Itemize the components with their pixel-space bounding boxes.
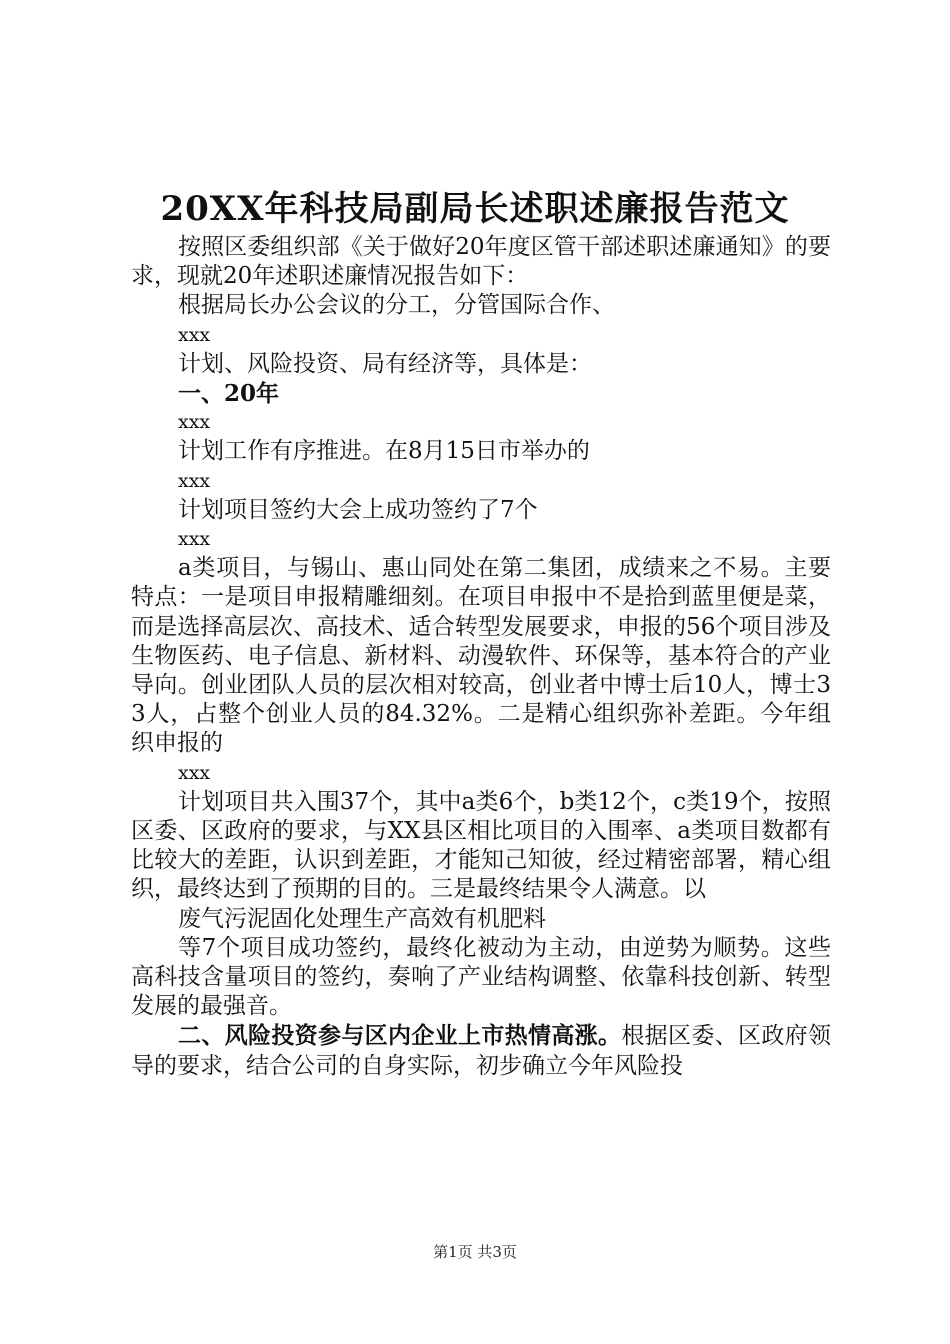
paragraph-section-two — [131, 1021, 831, 1080]
paragraph-intro: 按照区委组织部《关于做好20年度区管干部述职述廉通知》的要求，现就20年述职述廉情况报告如下： — [131, 234, 831, 290]
paragraph-project-name: 废气污泥固化处理生产高效有机肥料 — [178, 905, 546, 932]
paragraph-scope: 计划、风险投资、局有经济等，具体是： — [178, 350, 592, 377]
section-two-text: 根据区委、区政府领导的要求，结合公司的自身实际，初步确立今年风险投 — [131, 1023, 832, 1079]
document-title: 20XX年科技局副局长述职述廉报告范文 — [160, 189, 790, 229]
paragraph-a-projects: a类项目，与锡山、惠山同处在第二集团，成绩来之不易。主要特点：一是项目申报精雕细刻。在项目申报中不是拾到蓝里便是菜，而是选择高层次、高技术、适合转型发展要求，申报的56个项目涉及生物医药、电子信息、新材料、动漫软件、环保等，基本符合的产业导向。创业团队人员的层次相对较高，创业者中博士后10人，博士33人，占整个创业人员的84.32%。二是精心组织弥补差距。今年组织申报的 — [131, 555, 831, 757]
section-heading-one: 一、20年 — [178, 380, 280, 408]
paragraph-shortlisted: 计划项目共入围37个，其中a类6个，b类12个，c类19个，按照区委、区政府的要求，与XX县区相比项目的入围率、a类项目数都有比较大的差距，认识到差距，才能知己知彼，经过精密部署，精心组织，最终达到了预期的目的。三是最终结果令人满意。以 — [131, 788, 831, 903]
placeholder-xxx: xxx — [178, 411, 211, 434]
section-heading-two: 二、风险投资参与区内企业上市热情高涨。 — [178, 1022, 622, 1050]
placeholder-xxx: xxx — [178, 761, 211, 784]
placeholder-xxx: xxx — [178, 323, 211, 346]
placeholder-xxx: xxx — [178, 469, 211, 492]
paragraph-plan-progress: 计划工作有序推进。在8月15日市举办的 — [178, 438, 590, 465]
document-body — [131, 233, 831, 1081]
paragraph-signing: 计划项目签约大会上成功签约了7个 — [178, 496, 538, 523]
page-footer: 第1页 共3页 — [433, 1243, 517, 1261]
placeholder-xxx: xxx — [178, 528, 211, 551]
paragraph-division: 根据局长办公会议的分工，分管国际合作、 — [178, 292, 615, 319]
paragraph-signed-result: 等7个项目成功签约，最终化被动为主动，由逆势为顺势。这些高科技含量项目的签约，奏响了产业结构调整、依靠科技创新、转型发展的最强音。 — [131, 934, 831, 1020]
